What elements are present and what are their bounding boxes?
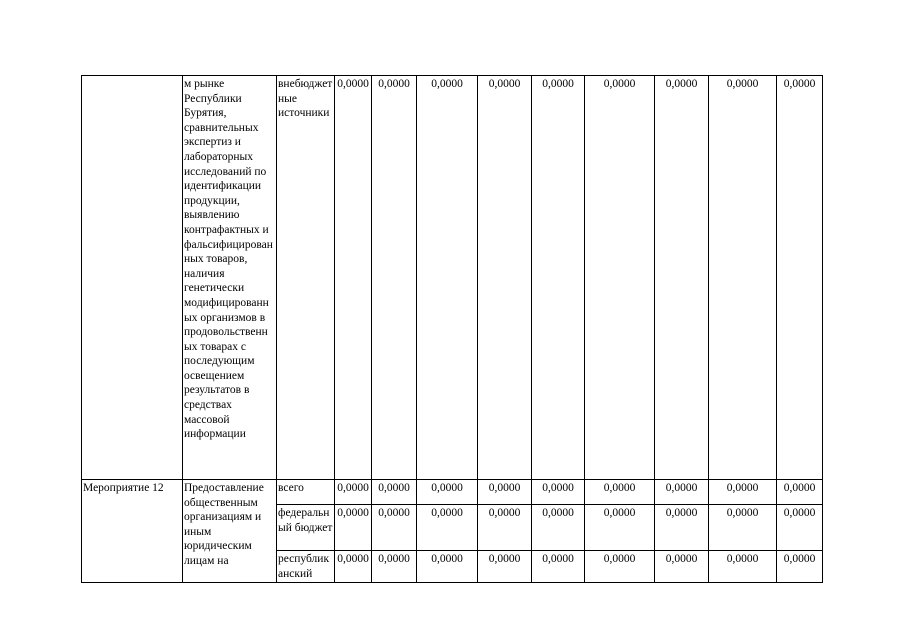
value-cell: 0,0000	[585, 480, 655, 505]
value-cell: 0,0000	[532, 505, 585, 551]
funding-source-cell: федеральный бюджет	[277, 505, 335, 551]
value-cell: 0,0000	[478, 76, 532, 480]
table-row	[82, 76, 823, 480]
description-cell: Предоставление общественным организациям и иным юридическим лицам на	[183, 480, 277, 583]
value-cell: 0,0000	[777, 505, 823, 551]
budget-table	[81, 75, 823, 583]
value-cell: 0,0000	[335, 505, 372, 551]
value-cell: 0,0000	[777, 480, 823, 505]
funding-source-cell: всего	[277, 480, 335, 505]
value-cell: 0,0000	[585, 551, 655, 583]
description-cell: м рынке Республики Бурятия, сравнительных экспертиз и лабораторных исследований по идентификации продукции, выявлению контрафактных и фальсифицированных товаров, наличия генетически модифицированных организмов в продовольственных товарах с последующим освещением результатов в средствах массовой информации	[183, 76, 277, 480]
value-cell: 0,0000	[417, 505, 478, 551]
value-cell: 0,0000	[335, 76, 372, 480]
value-cell: 0,0000	[777, 551, 823, 583]
funding-source-cell: внебюджетные источники	[277, 76, 335, 480]
value-cell: 0,0000	[532, 480, 585, 505]
value-cell: 0,0000	[655, 505, 709, 551]
value-cell: 0,0000	[335, 480, 372, 505]
value-cell: 0,0000	[478, 551, 532, 583]
event-cell: Мероприятие 12	[82, 480, 183, 583]
value-cell: 0,0000	[655, 480, 709, 505]
value-cell: 0,0000	[709, 480, 777, 505]
value-cell: 0,0000	[478, 480, 532, 505]
value-cell: 0,0000	[655, 76, 709, 480]
event-cell	[82, 76, 183, 480]
value-cell: 0,0000	[532, 76, 585, 480]
value-cell: 0,0000	[372, 505, 417, 551]
value-cell: 0,0000	[585, 76, 655, 480]
value-cell: 0,0000	[478, 505, 532, 551]
value-cell: 0,0000	[417, 551, 478, 583]
value-cell: 0,0000	[372, 480, 417, 505]
value-cell: 0,0000	[709, 76, 777, 480]
value-cell: 0,0000	[532, 551, 585, 583]
value-cell: 0,0000	[372, 551, 417, 583]
value-cell: 0,0000	[417, 76, 478, 480]
value-cell: 0,0000	[777, 76, 823, 480]
value-cell: 0,0000	[372, 76, 417, 480]
value-cell: 0,0000	[709, 551, 777, 583]
value-cell: 0,0000	[417, 480, 478, 505]
table-row	[82, 480, 823, 505]
value-cell: 0,0000	[709, 505, 777, 551]
value-cell: 0,0000	[655, 551, 709, 583]
funding-source-cell: республиканский	[277, 551, 335, 583]
value-cell: 0,0000	[585, 505, 655, 551]
value-cell: 0,0000	[335, 551, 372, 583]
